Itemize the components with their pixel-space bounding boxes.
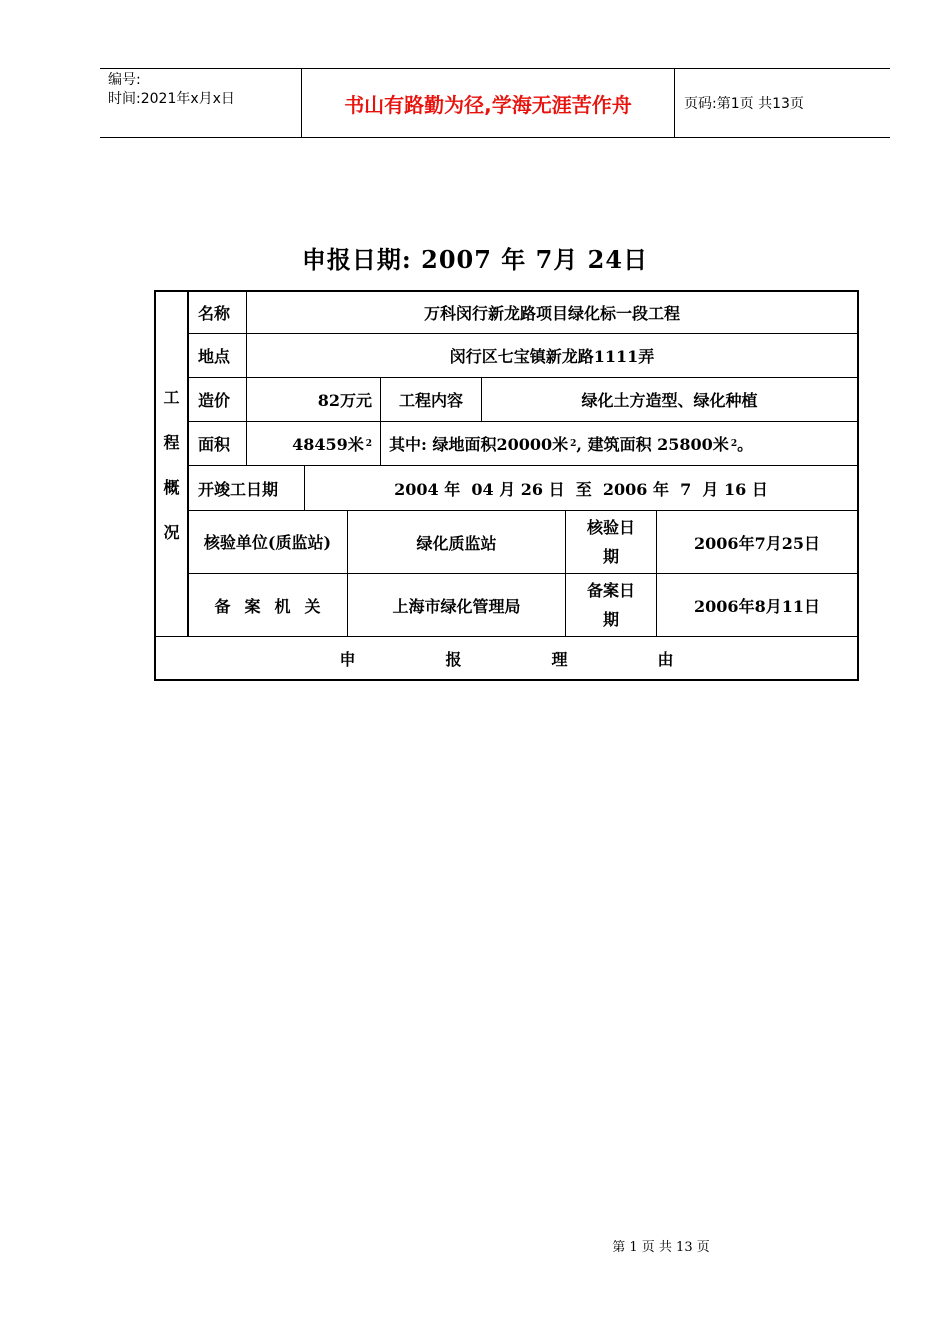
area-label: 面积 [198, 435, 231, 454]
inspect-unit-label: 核验单位(质监站) [203, 532, 332, 552]
table-border [154, 679, 859, 681]
area-value-text: 48459米 [292, 435, 364, 454]
location-label: 地点 [198, 347, 231, 366]
header-meta [108, 71, 235, 109]
name-label: 名称 [198, 304, 231, 323]
name-value: 万科闵行新龙路项目绿化标一段工程 [423, 304, 680, 323]
section-char: 概 [163, 478, 180, 497]
code-label: 编号: [108, 72, 141, 88]
section-label-overview [155, 291, 188, 637]
page-header [100, 68, 890, 138]
area-detail-building: , 建筑面积 25800米 [576, 435, 729, 454]
period-label: 开竣工日期 [198, 479, 279, 499]
record-date-value: 2006年8月11日 [694, 596, 820, 616]
area-detail-sup: 2 [570, 438, 577, 449]
section-char: 况 [163, 523, 180, 542]
area-value [247, 422, 380, 465]
inspect-date-value: 2006年7月25日 [694, 533, 820, 553]
record-org-label: 备案机关 [214, 596, 335, 616]
location-value: 闵行区七宝镇新龙路1111弄 [449, 347, 655, 366]
header-slogan: 书山有路勤为径,学海无涯苦作舟 [344, 92, 632, 117]
content-label: 工程内容 [398, 391, 463, 410]
area-unit-sup: 2 [365, 438, 372, 449]
header-page-info: 页码:第1页 共13页 [684, 96, 804, 112]
page-footer [0, 1236, 950, 1255]
section-char: 工 [163, 388, 180, 407]
content-value: 绿化土方造型、绿化种植 [581, 391, 758, 410]
cost-value: 82万元 [317, 391, 372, 410]
page-title: 申报日期: 2007 年 7月 24日 [301, 245, 649, 274]
record-org-value: 上海市绿化管理局 [392, 596, 521, 616]
footer-page-number: 第 1 页 共 13 页 [612, 1240, 710, 1255]
table-border [857, 290, 859, 681]
inspect-unit-value: 绿化质监站 [416, 533, 497, 553]
reason-label: 申报理由 [339, 649, 764, 669]
period-value: 2004 年 04 月 26 日 至 2006 年 7 月 16 日 [394, 479, 768, 499]
area-detail [381, 422, 857, 465]
section-char: 程 [163, 433, 180, 452]
record-date-label: 备案日期 [586, 581, 635, 629]
header-divider [674, 69, 675, 137]
time-label: 时间:2021年x月x日 [108, 91, 235, 107]
inspect-date-label: 核验日期 [586, 518, 635, 566]
cost-label: 造价 [198, 391, 231, 410]
area-detail-end: 。 [737, 435, 754, 454]
area-detail-green: 其中: 绿地面积20000米 [389, 435, 569, 454]
area-detail-sup: 2 [730, 438, 738, 449]
